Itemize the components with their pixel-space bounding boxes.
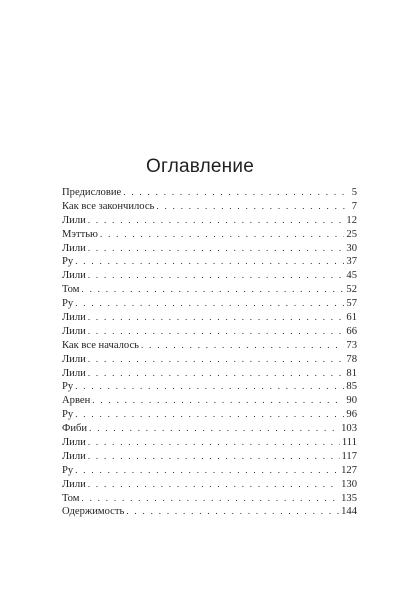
toc-entry-title: Лили [62,242,86,254]
toc-entry [62,422,357,436]
dot-leader [88,311,345,325]
toc-entry-page: 5 [351,187,357,198]
toc-entry-title: Лили [62,367,86,379]
toc-entry-page: 61 [346,312,357,324]
toc-entry-title: Том [62,284,80,296]
toc-entry-title: Лили [62,353,86,365]
toc-entry [62,269,357,283]
dot-leader [100,228,344,242]
toc-entry-title: Арвен [62,395,91,407]
dot-leader [88,478,339,492]
toc-entry [62,255,357,269]
dot-leader [88,353,345,367]
dot-leader [75,408,344,422]
toc-entry [62,311,357,325]
toc-entry-title: Ру [62,381,74,393]
toc-entry-page: 73 [346,339,357,351]
dot-leader [88,242,345,256]
toc-entry-page: 78 [346,353,357,365]
toc-entry-title: Ру [62,256,74,268]
dot-leader [88,367,345,381]
toc-entry-page: 130 [341,478,357,490]
toc-entry [62,353,357,367]
toc-entry-title: Фиби [62,423,88,435]
toc-entry [62,492,357,506]
toc-entry-page: 66 [346,325,357,337]
dot-leader [75,297,344,311]
toc-entry [62,478,357,492]
toc-entry-title: Лили [62,312,86,324]
toc-entry-title: Ру [62,464,74,476]
toc-entry-page: 81 [346,367,357,379]
toc-entry [62,200,357,214]
toc-entry [62,450,357,464]
toc-entry [62,367,357,381]
dot-leader [141,339,344,353]
toc-entry-page: 7 [351,200,357,212]
toc-entry-title: Одержимость [62,506,125,518]
toc-entry-page: 85 [346,381,357,393]
toc-entry-page: 111 [341,437,357,449]
page-title: Оглавление [146,156,254,177]
toc-entry [62,297,357,311]
toc-entry-title: Лили [62,270,86,282]
toc-entry-page: 127 [341,464,357,476]
toc-entry-title: Лили [62,325,86,337]
toc-entry-page: 52 [346,284,357,296]
toc-entry-title: Мэттью [62,228,98,240]
dot-leader [156,200,349,214]
table-of-contents [62,186,357,519]
toc-entry-title: Лили [62,450,86,462]
dot-leader [88,214,345,228]
toc-entry [62,408,357,422]
toc-entry-page: 30 [346,242,357,254]
toc-entry [62,394,357,408]
toc-entry-title: Ру [62,298,74,310]
toc-entry [62,214,357,228]
toc-entry [62,186,357,200]
toc-entry [62,325,357,339]
dot-leader [123,186,349,200]
toc-entry-page: 103 [341,423,357,435]
toc-entry [62,436,357,450]
toc-entry-title: Том [62,492,80,504]
toc-entry-page: 12 [346,214,357,226]
toc-entry-title: Лили [62,478,86,490]
dot-leader [126,505,339,519]
dot-leader [88,325,345,339]
toc-entry-title: Ру [62,409,74,421]
toc-entry-page: 144 [341,506,357,518]
dot-leader [75,464,339,478]
dot-leader [89,422,339,436]
toc-entry-title: Как все началось [62,339,139,351]
dot-leader [92,394,344,408]
toc-entry-page: 117 [341,450,357,462]
toc-entry [62,242,357,256]
dot-leader [81,492,339,506]
toc-entry [62,228,357,242]
toc-entry [62,505,357,519]
dot-leader [88,436,340,450]
toc-entry-page: 135 [341,492,357,504]
toc-entry-title: Предисловие [62,187,122,198]
toc-entry-title: Как все закончилось [62,200,155,212]
toc-entry-page: 96 [346,409,357,421]
toc-entry-page: 90 [346,395,357,407]
toc-entry-title: Лили [62,437,86,449]
toc-entry-page: 45 [346,270,357,282]
toc-entry [62,464,357,478]
dot-leader [88,269,345,283]
toc-entry [62,380,357,394]
dot-leader [81,283,344,297]
toc-entry-page: 25 [346,228,357,240]
toc-entry [62,339,357,353]
dot-leader [75,380,344,394]
toc-entry-page: 57 [346,298,357,310]
toc-entry [62,283,357,297]
dot-leader [75,255,344,269]
toc-entry-title: Лили [62,214,86,226]
toc-entry-page: 37 [346,256,357,268]
dot-leader [88,450,340,464]
